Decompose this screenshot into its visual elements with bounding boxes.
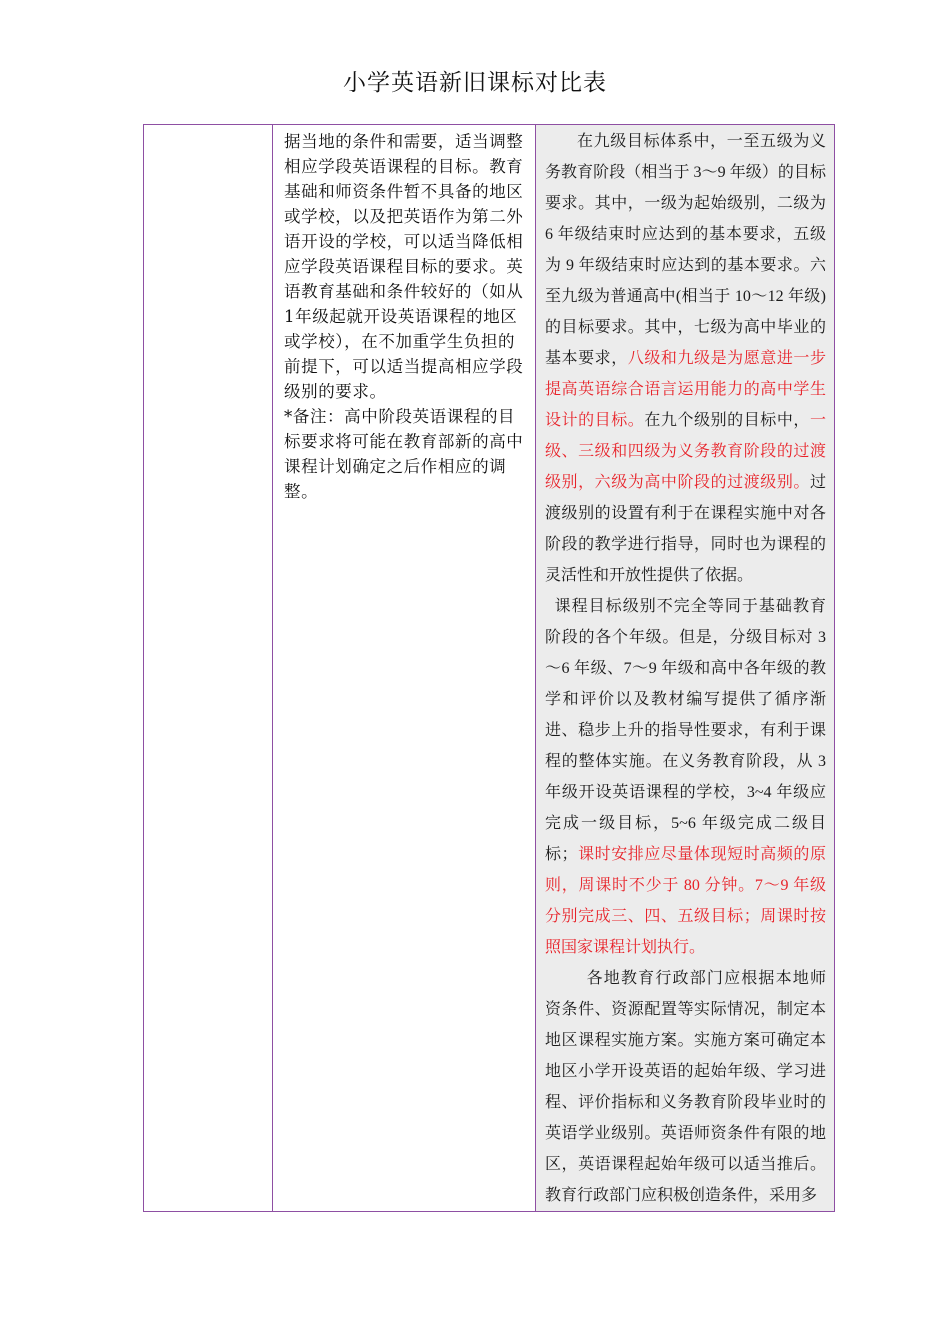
highlight-text: 八级和九级是为愿意进一步提高英语综合语言运用能力的高中学生设计的目标。 <box>545 350 826 429</box>
highlight-text: 一级、三级和四级为义务教育阶段的过渡级别，六级为高中阶段的过渡级别。 <box>545 412 826 491</box>
text-span: 课程目标级别不完全等同于基础教育阶段的各个年级。但是，分级目标对 3～6 年级、7～9 年级和高中各年级的教学和评价以及教材编写提供了循序渐进、稳步上升的指导性要求，有利于课程的整体实施。在义务教育阶段，从 3 年级开设英语课程的学校，3~4 年级应完成一级目标，5~6 年级完成二级目标； <box>545 598 826 863</box>
comparison-table <box>143 124 835 1212</box>
new-standard-paragraph-3: 各地教育行政部门应根据本地师资条件、资源配置等实际情况，制定本地区课程实施方案。实施方案可确定本地区小学开设英语的起始年级、学习进程、评价指标和义务教育阶段毕业时的英语学业级别。英语师资条件有限的地区，英语课程起始年级可以适当推后。教育行政部门应积极创造条件，采用多 <box>545 970 826 1204</box>
table-row <box>144 125 835 1212</box>
old-standard-note: *备注：高中阶段英语课程的目标要求将可能在教育部新的高中课程计划确定之后作相应的调整。 <box>284 407 524 501</box>
page-title: 小学英语新旧课标对比表 <box>343 70 607 96</box>
category-cell <box>144 125 273 1212</box>
text-span: 在九级目标体系中，一至五级为义务教育阶段（相当于 3～9 年级）的目标要求。其中，一级为起始级别，二级为 6 年级结束时应达到的基本要求，五级为 9 年级结束时应达到的基本要求。六至九级为普通高中(相当于 10～12 年级)的目标要求。其中，七级为高中毕业的基本要求， <box>545 133 826 367</box>
new-standard-text <box>536 125 834 1211</box>
old-standard-paragraph: 据当地的条件和需要，适当调整相应学段英语课程的目标。教育基础和师资条件暂不具备的地区或学校，以及把英语作为第二外语开设的学校，可以适当降低相应学段英语课程目标的要求。英语教育基础和条件较好的（如从1年级起就开设英语课程的地区或学校），在不加重学生负担的前提下，可以适当提高相应学段级别的要求。 <box>284 132 524 401</box>
highlight-text: 课时安排应尽量体现短时高频的原则，周课时不少于 80 分钟。7～9 年级分别完成三、四、五级目标；周课时按照国家课程计划执行。 <box>545 846 826 956</box>
new-standard-paragraph-2 <box>545 591 826 963</box>
new-standard-paragraph-1 <box>545 126 826 591</box>
text-span: 在九个级别的目标中， <box>644 412 810 429</box>
old-standard-text <box>273 125 535 504</box>
old-standard-cell <box>273 125 536 1212</box>
text-span: 过渡级别的设置有利于在课程实施中对各阶段的教学进行指导，同时也为课程的灵活性和开放性提供了依据。 <box>545 474 826 584</box>
new-standard-cell <box>536 125 835 1212</box>
